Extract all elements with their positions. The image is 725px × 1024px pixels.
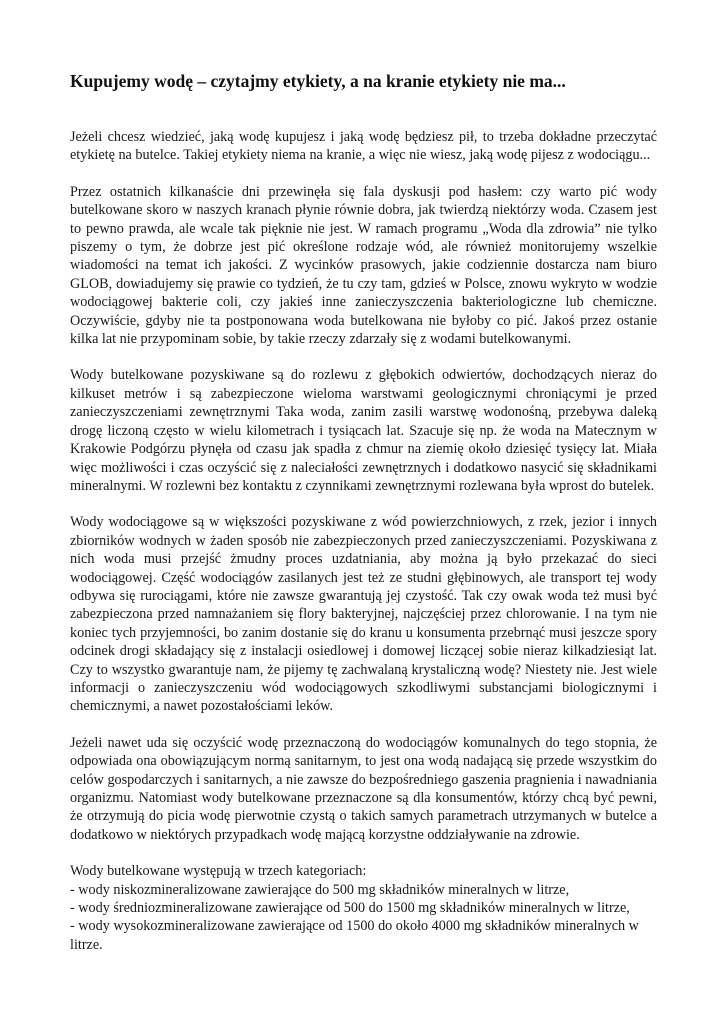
document-title: Kupujemy wodę – czytajmy etykiety, a na kranie etykiety nie ma...: [70, 71, 566, 91]
categories-intro: Wody butelkowane występują w trzech kategoriach:: [70, 863, 367, 880]
list-item: - wody wysokozmineralizowane zawierające od 1500 do około 4000 mg składników mineralnych w litrze.: [70, 918, 639, 953]
paragraph-tap-water: Wody wodociągowe są w większości pozyskiwane z wód powierzchniowych, z rzek, jezior i innych zbiorników wodnych w żaden sposób nie zabezpieczonych przed zanieczyszczeniami. Pozyskiwana z nich woda musi przejść żmudny proces uzdatniania, aby można ją było przekazać do sieci wodociągowej. Część wodociągów zasilanych jest też ze studni głębinowych, ale transport tej wody odbywa się rurociągami, które nie zawsze gwarantują jej czystość. Tak czy owak woda też musi być zabezpieczona przed namnażaniem się flory bakteryjnej, najczęściej przez chlorowanie. I na tym nie koniec tych przyjemności, bo zanim dostanie się do kranu u konsumenta przebrnąć musi jeszcze spory odcinek drogi składający się z instalacji osiedlowej i domowej liczącej sobie nieraz kilkadziesiąt lat. Czy to wszystko gwarantuje nam, że pijemy tę zachwalaną krystaliczną wodę? Niestety nie. Jest wiele informacji o zanieczyszczeniu wód wodociągowych szkodliwymi substancjami biologicznymi i chemicznymi, a nawet pozostałościami leków.: [70, 514, 657, 715]
categories-list: [70, 881, 657, 955]
paragraph-intro: Jeżeli chcesz wiedzieć, jaką wodę kupujesz i jaką wodę będziesz pił, to trzeba dokładne przeczytać etykietę na butelce. Takiej etykiety niema na kranie, a więc nie wiesz, jaką wodę pijesz z wodociągu...: [70, 129, 657, 164]
paragraph-sanitary-norms: Jeżeli nawet uda się oczyścić wodę przeznaczoną do wodociągów komunalnych do tego stopnia, że odpowiada ona obowiązującym normą sanitarnym, to jest ona wodą nadającą się przede wszystkim do celów gospodarczych i sanitarnych, a nie zawsze do bezpośredniego gaszenia pragnienia i nawadniania organizmu. Natomiast wody butelkowane przeznaczone są dla konsumentów, którzy chcą być pewni, że otrzymują do picia wodę pierwotnie czystą o takich samych parametrach utrzymanych w butelce a dodatkowo w niektórych przypadkach wodę mającą korzystne oddziaływanie na zdrowie.: [70, 734, 657, 843]
list-item: - wody średniozmineralizowane zawierające od 500 do 1500 mg składników mineralnych w litrze,: [70, 900, 630, 917]
paragraph-discussion: Przez ostatnich kilkanaście dni przewinęła się fala dyskusji pod hasłem: czy warto pić wody butelkowane skoro w naszych kranach płynie równie dobra, jak twierdzą niektórzy woda. Czasem jest to pewno prawda, ale wcale tak pięknie nie jest. W ramach programu „Woda dla zdrowia” nie tylko piszemy o tym, że dobrze jest pić określone rodzaje wód, ale również monitorujemy wszelkie wiadomości na temat ich jakości. Z wycinków prasowych, jakie codziennie dostarcza nam biuro GLOB, dowiadujemy się prawie co tydzień, że tu czy tam, gdzieś w Polsce, znowu wykryto w wodzie wodociągowej bakterie coli, czy jakieś inne zanieczyszczenia bakteriologiczne lub chemiczne. Oczywiście, gdyby nie ta postponowana woda butelkowana nie byłoby co pić. Jakoś przez ostanie kilka lat nie przypominam sobie, by takie rzeczy zdarzały się z wodami butelkowanymi.: [70, 183, 657, 348]
list-item: - wody niskozmineralizowane zawierające do 500 mg składników mineralnych w litrze,: [70, 881, 570, 898]
paragraph-bottled-water: Wody butelkowane pozyskiwane są do rozlewu z głębokich odwiertów, dochodzących nieraz do kilkuset metrów i są zabezpieczone wieloma warstwami geologicznymi chroniącymi je przed zanieczyszczeniami zewnętrznymi Taka woda, zanim zasili warstwę wodonośną, przebywa daleką drogę liczoną często w wielu kilometrach i tysiącach lat. Szacuje się np. że woda na Matecznym w Krakowie Podgórzu płynęła od czasu jak spadła z chmur na ziemię około dziesięć tysięcy lat. Miała więc możliwości i czas oczyścić się z naleciałości zewnętrznych i dodatkowo nasycić się składnikami mineralnymi. W rozlewni bez kontaktu z czynnikami zewnętrznymi rozlewana była wprost do butelek.: [70, 367, 657, 494]
